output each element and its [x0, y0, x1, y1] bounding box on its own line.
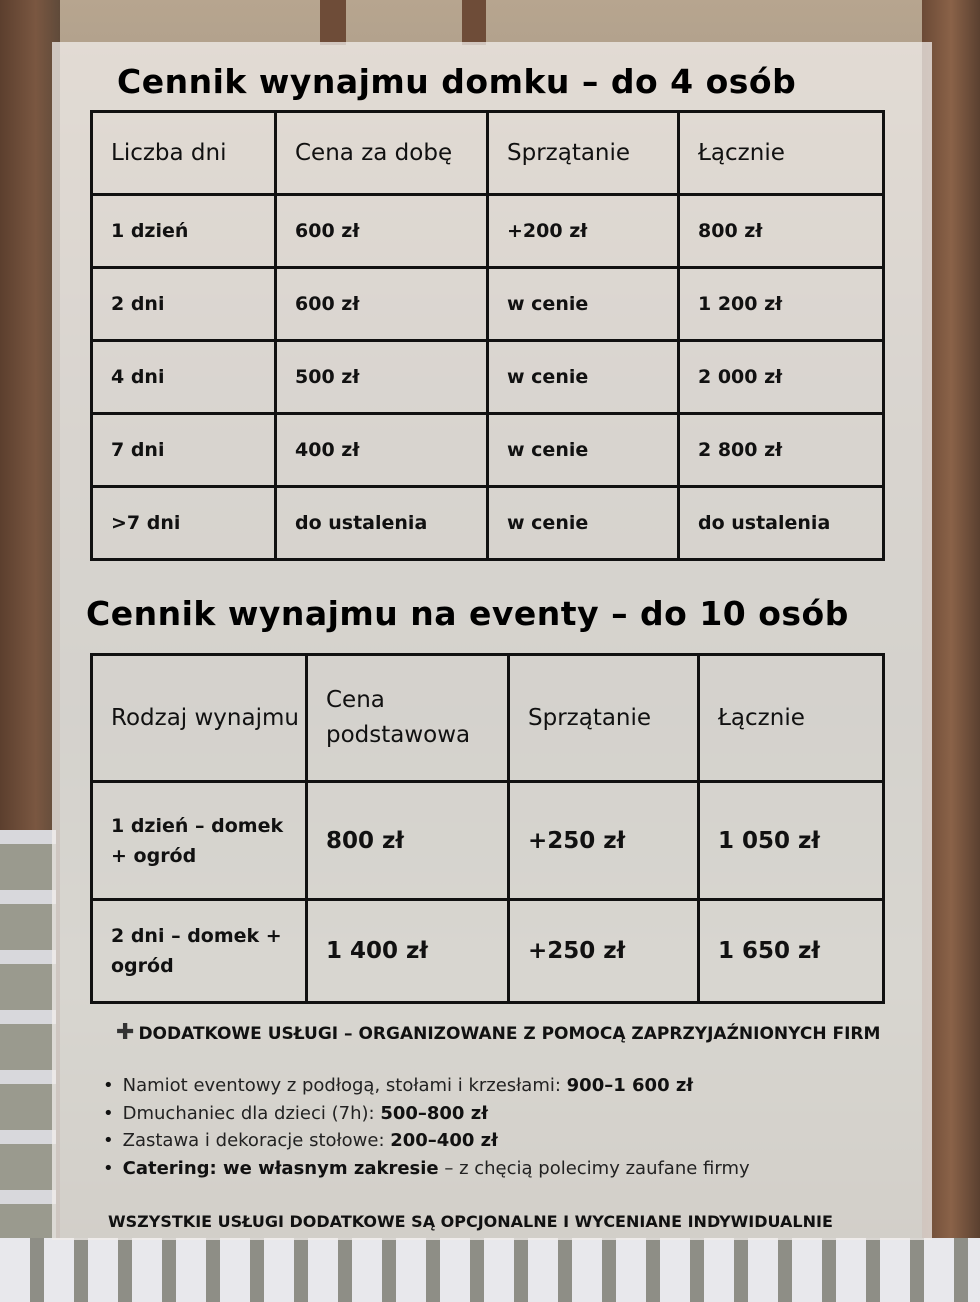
table-cell: 1 400 zł [307, 900, 509, 1003]
list-item [103, 1127, 750, 1155]
extra-text: – z chęcią polecimy zaufane firmy [438, 1157, 750, 1179]
table-cell: 600 zł [276, 268, 488, 341]
footer-note: WSZYSTKIE USŁUGI DODATKOWE SĄ OPCJONALNE I WYCENIANE INDYWIDUALNIE [108, 1212, 833, 1231]
table-row [92, 487, 884, 560]
column-header: Liczba dni [92, 112, 276, 195]
table-cell: 1 dzień [92, 195, 276, 268]
extra-price: 500–800 zł [380, 1102, 488, 1124]
table-cell: do ustalenia [679, 487, 884, 560]
extra-text: Dmuchaniec dla dzieci (7h): [122, 1102, 381, 1124]
table-cell: 1 650 zł [699, 900, 884, 1003]
column-header: Rodzaj wynajmu [92, 655, 307, 782]
list-item [103, 1100, 750, 1128]
table-cell: 2 dni [92, 268, 276, 341]
table-cell: 600 zł [276, 195, 488, 268]
list-item [103, 1155, 750, 1183]
days-pricing-title: Cennik wynajmu domku – do 4 osób [117, 62, 797, 101]
table-cell: 500 zł [276, 341, 488, 414]
table-cell: >7 dni [92, 487, 276, 560]
table-header-row [92, 112, 884, 195]
extra-text: Zastawa i dekoracje stołowe: [122, 1130, 391, 1151]
background-fence-left [0, 830, 56, 1250]
table-cell: 1 dzień – domek + ogród [92, 782, 307, 900]
table-cell: w cenie [488, 268, 679, 341]
extra-text: Namiot eventowy z podłogą, stołami i krzesłami: [122, 1075, 567, 1096]
table-cell: w cenie [488, 487, 679, 560]
column-header: Cena podstawowa [307, 655, 509, 782]
table-cell: 2 dni – domek + ogród [92, 900, 307, 1003]
table-cell: do ustalenia [276, 487, 488, 560]
column-header: Sprzątanie [509, 655, 699, 782]
table-header-row [92, 655, 884, 782]
plus-icon: ✚ [116, 1020, 135, 1045]
table-cell: 800 zł [679, 195, 884, 268]
table-cell: 2 000 zł [679, 341, 884, 414]
extras-list [103, 1072, 750, 1182]
column-header: Sprzątanie [488, 112, 679, 195]
table-cell: w cenie [488, 341, 679, 414]
extra-price: 900–1 600 zł [566, 1075, 694, 1096]
table-row [92, 782, 884, 900]
table-row [92, 414, 884, 487]
table-cell: 7 dni [92, 414, 276, 487]
background-tree-trunk [320, 0, 346, 45]
table-cell: +250 zł [509, 900, 699, 1003]
table-row [92, 268, 884, 341]
table-cell: 2 800 zł [679, 414, 884, 487]
events-pricing-title: Cennik wynajmu na eventy – do 10 osób [86, 594, 849, 633]
table-cell: +250 zł [509, 782, 699, 900]
table-cell: 800 zł [307, 782, 509, 900]
table-row [92, 900, 884, 1003]
table-cell: 1 200 zł [679, 268, 884, 341]
days-pricing-table [90, 110, 885, 561]
events-pricing-table [90, 653, 885, 1004]
table-cell: 4 dni [92, 341, 276, 414]
table-cell: +200 zł [488, 195, 679, 268]
extras-heading [116, 1020, 880, 1045]
table-row [92, 341, 884, 414]
table-cell: w cenie [488, 414, 679, 487]
extra-label: Catering: we własnym zakresie [122, 1157, 439, 1179]
background-tree-trunk [462, 0, 486, 45]
table-row [92, 195, 884, 268]
list-item [103, 1072, 750, 1100]
extra-price: 200–400 zł [390, 1130, 498, 1151]
background-fence-bottom [0, 1238, 980, 1302]
table-cell: 1 050 zł [699, 782, 884, 900]
column-header: Cena za dobę [276, 112, 488, 195]
column-header: Łącznie [679, 112, 884, 195]
extras-heading-text: DODATKOWE USŁUGI – ORGANIZOWANE Z POMOCĄ ZAPRZYJAŹNIONYCH FIRM [138, 1024, 881, 1044]
table-cell: 400 zł [276, 414, 488, 487]
column-header: Łącznie [699, 655, 884, 782]
